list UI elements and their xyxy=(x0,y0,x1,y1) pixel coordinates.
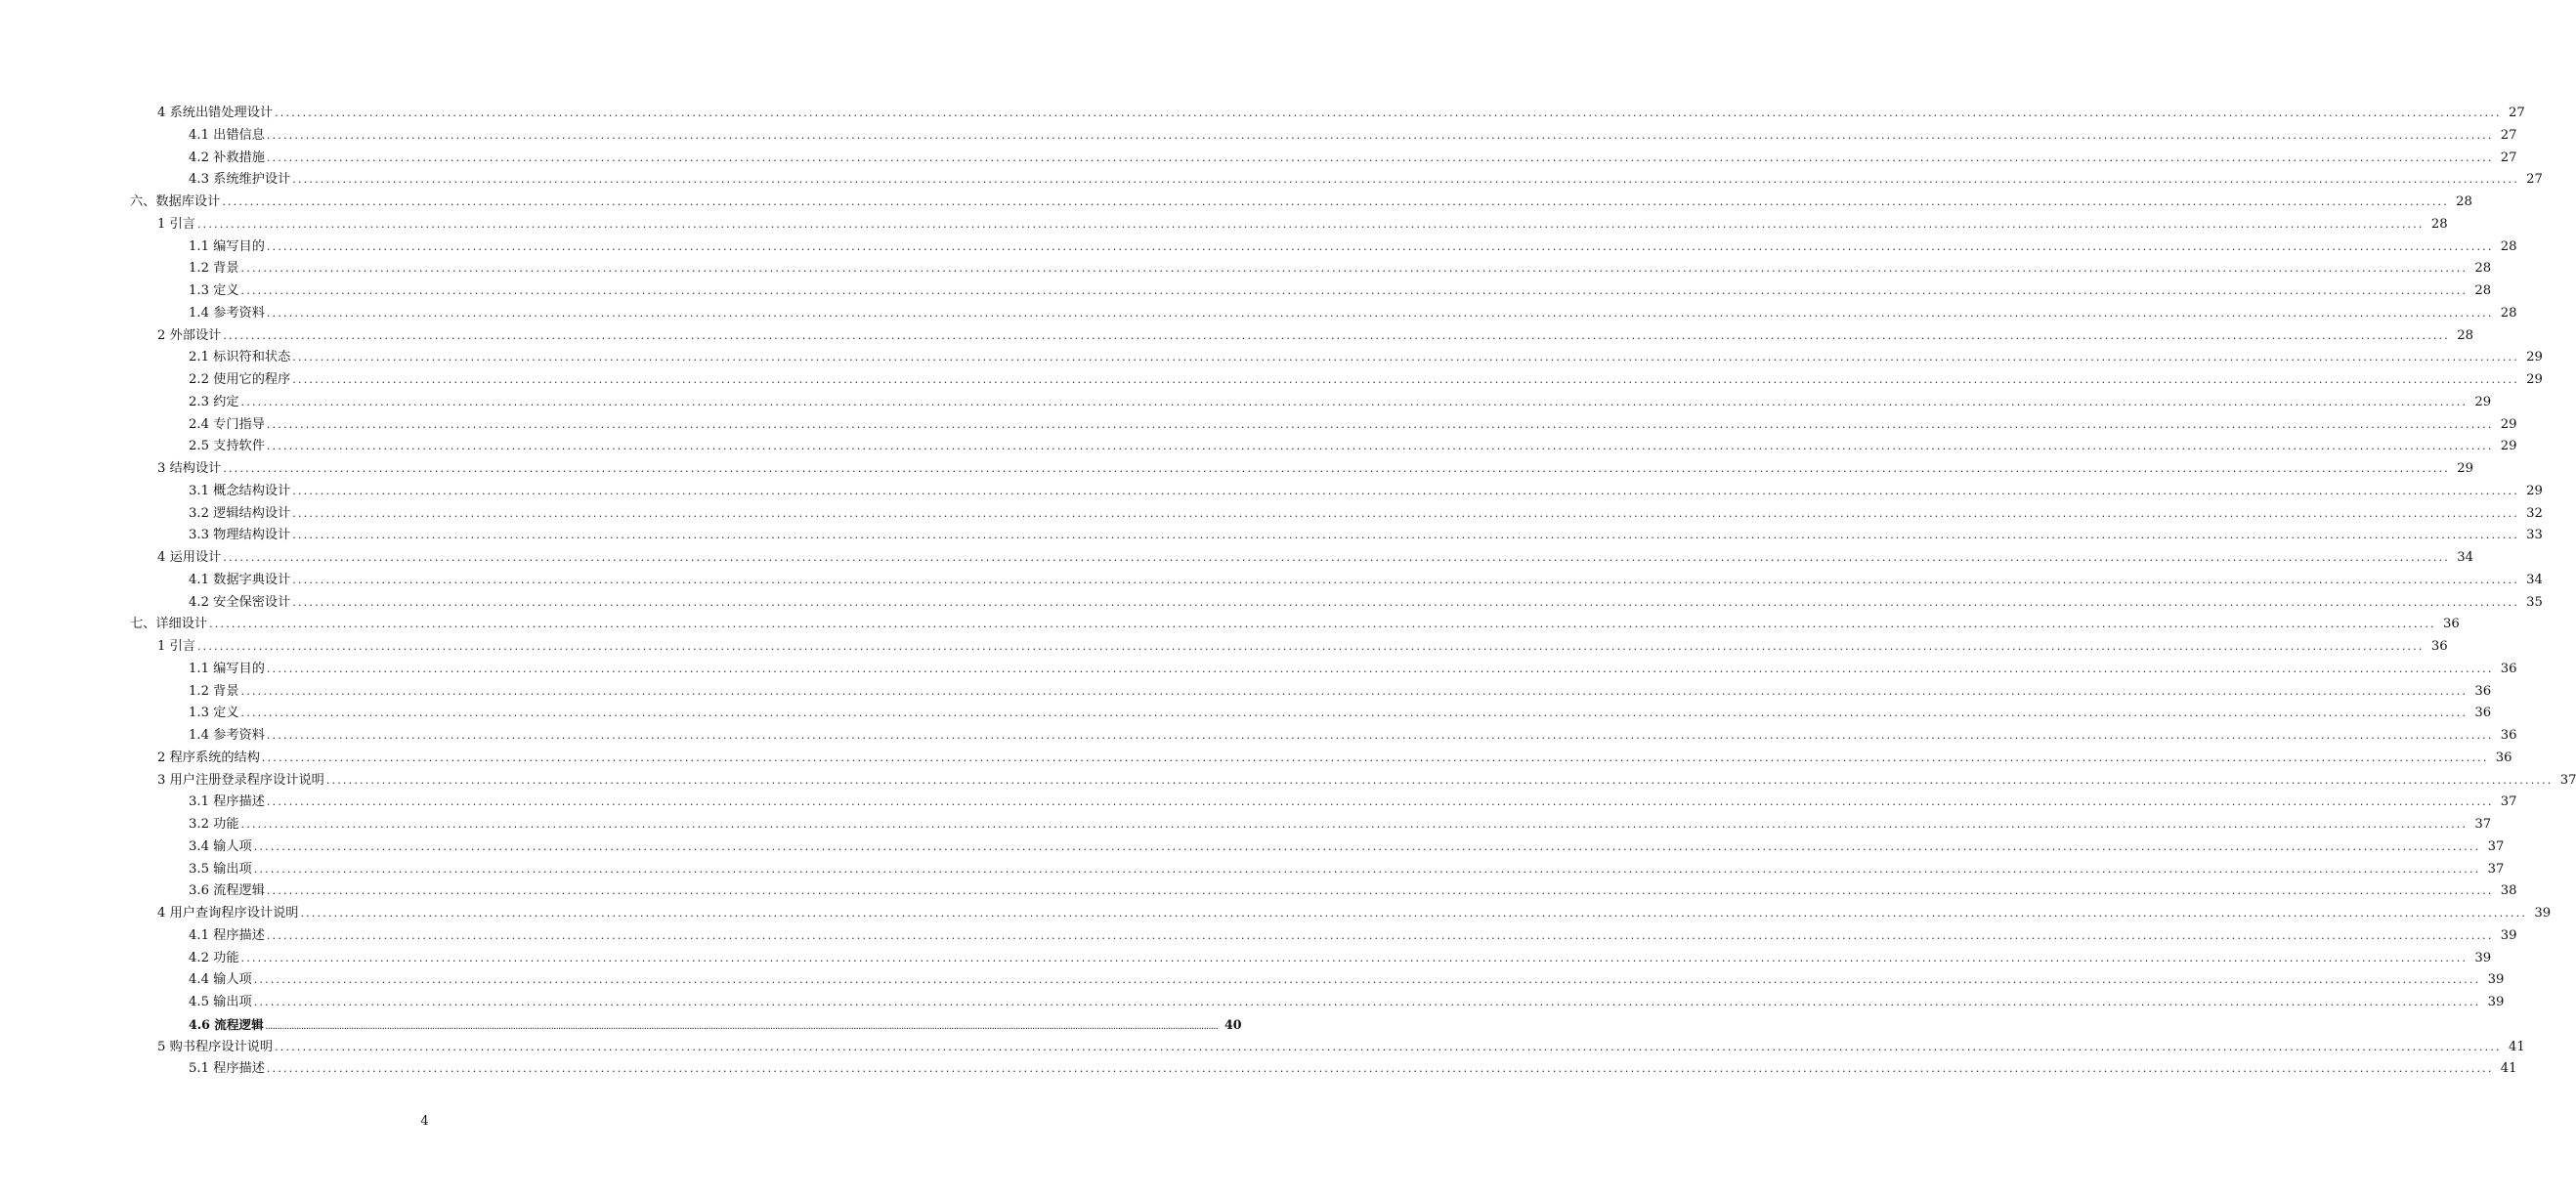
toc-dot-leader: ................................................................................................................................................................................................................................................................................................................................................................................................................ xyxy=(266,150,2494,164)
toc-entry-page-number: 37 xyxy=(2559,772,2576,788)
toc-entry-title: 4 用户查询程序设计说明 xyxy=(157,906,299,921)
toc-entry-page-number: 37 xyxy=(2487,838,2505,854)
toc-dot-leader: ................................................................................................................................................................................................................................................................................................................................................................................................................ xyxy=(266,884,2494,898)
toc-dot-leader: ................................................................................................................................................................................................................................................................................................................................................................................................................ xyxy=(292,506,2519,520)
toc-dot-leader: ................................................................................................................................................................................................................................................................................................................................................................................................................ xyxy=(292,373,2519,386)
toc-entry-page-number: 28 xyxy=(2500,305,2517,321)
toc-entry-title: 3 用户注册登录程序设计说明 xyxy=(157,772,324,788)
toc-entry[interactable] xyxy=(189,237,2517,257)
toc-entry-title: 2.3 约定 xyxy=(189,394,239,409)
toc-dot-leader: ................................................................................................................................................................................................................................................................................................................................................................................................................ xyxy=(240,262,2469,276)
toc-entry-title: 4.1 数据字典设计 xyxy=(189,572,291,587)
toc-dot-leader: ................................................................................................................................................................................................................................................................................................................................................................................................................ xyxy=(240,951,2469,964)
toc-entry-page-number: 29 xyxy=(2526,372,2543,387)
toc-entry[interactable] xyxy=(189,526,2543,545)
toc-entry-page-number: 29 xyxy=(2500,416,2517,432)
toc-entry-page-number: 39 xyxy=(2534,906,2552,921)
toc-entry-page-number: 41 xyxy=(2500,1061,2517,1077)
toc-dot-leader: ................................................................................................................................................................................................................................................................................................................................................................................................................ xyxy=(266,306,2494,320)
toc-entry-title: 1.3 定义 xyxy=(189,706,239,721)
toc-dot-leader: ................................................................................................................................................................................................................................................................................................................................................................................................................ xyxy=(240,395,2469,408)
toc-entry[interactable] xyxy=(157,749,2512,768)
toc-entry-page-number: 33 xyxy=(2526,528,2543,543)
toc-entry-title: 六、数据库设计 xyxy=(130,194,221,209)
toc-dot-leader: ................................................................................................................................................................................................................................................................................................................................................................................................................ xyxy=(266,239,2494,253)
toc-dot-leader: ................................................................................................................................................................................................................................................................................................................................................................................................................ xyxy=(266,417,2494,431)
toc-entry-page-number: 28 xyxy=(2456,194,2472,209)
toc-entry-title: 4.1 出错信息 xyxy=(189,127,265,143)
toc-entry[interactable] xyxy=(189,1059,2517,1079)
toc-entry[interactable] xyxy=(189,393,2492,412)
toc-entry-title: 2.2 使用它的程序 xyxy=(189,372,291,387)
toc-entry[interactable] xyxy=(157,771,2576,791)
toc-dot-leader: ................................................................................................................................................................................................................................................................................................................................................................................................................ xyxy=(292,173,2519,187)
toc-dot-leader: ................................................................................................................................................................................................................................................................................................................................................................................................................ xyxy=(223,551,2450,564)
toc-entry-title: 1.1 编写目的 xyxy=(189,661,265,676)
toc-entry[interactable] xyxy=(189,682,2492,702)
toc-entry-page-number: 34 xyxy=(2526,572,2543,587)
toc-entry[interactable] xyxy=(189,482,2543,501)
toc-entry-title: 3.1 概念结构设计 xyxy=(189,483,291,498)
toc-entry-page-number: 36 xyxy=(2500,661,2517,676)
toc-entry[interactable] xyxy=(157,637,2448,657)
toc-entry-title: 4 系统出错处理设计 xyxy=(157,106,274,120)
toc-entry-title: 1.4 参考资料 xyxy=(189,305,265,321)
toc-entry-page-number: 36 xyxy=(2495,750,2512,765)
toc-dot-leader: ................................................................................................................................................................................................................................................................................................................................................................................................................ xyxy=(209,618,2436,631)
toc-entry[interactable] xyxy=(130,193,2472,212)
toc-entry-title: 1.2 背景 xyxy=(189,683,239,699)
toc-entry-page-number: 36 xyxy=(2430,639,2448,654)
toc-dot-leader: ................................................................................................................................................................................................................................................................................................................................................................................................................ xyxy=(253,862,2481,876)
toc-entry-title: 3.3 物理结构设计 xyxy=(189,528,291,543)
toc-entry-title: 4.2 功能 xyxy=(189,950,239,965)
toc-dot-leader: ................................................................................................................................................................................................................................................................................................................................................................................................................ xyxy=(292,351,2519,364)
toc-dot-leader: ................................................................................................................................................................................................................................................................................................................................................................................................................ xyxy=(240,707,2469,720)
toc-entry[interactable] xyxy=(157,326,2473,346)
toc-entry[interactable] xyxy=(189,415,2517,435)
toc-entry-page-number: 28 xyxy=(2474,261,2492,277)
toc-entry-page-number: 36 xyxy=(2474,683,2492,699)
toc-entry-page-number: 29 xyxy=(2500,439,2517,454)
toc-dot-leader: ................................................................................................................................................................................................................................................................................................................................................................................................................ xyxy=(266,128,2494,142)
toc-entry-page-number: 39 xyxy=(2500,927,2517,943)
toc-entry[interactable] xyxy=(157,548,2473,568)
toc-entry[interactable] xyxy=(157,104,2525,123)
toc-entry[interactable] xyxy=(189,837,2505,857)
toc-entry-title: 1 引言 xyxy=(157,216,195,232)
toc-dot-leader: ................................................................................................................................................................................................................................................................................................................................................................................................................ xyxy=(265,1021,1219,1031)
toc-entry[interactable] xyxy=(157,215,2448,235)
toc-entry-title: 2 外部设计 xyxy=(157,327,222,343)
toc-entry[interactable] xyxy=(189,949,2492,968)
toc-dot-leader: ................................................................................................................................................................................................................................................................................................................................................................................................................ xyxy=(292,573,2519,586)
toc-entry[interactable] xyxy=(189,370,2543,390)
toc-entry-title: 3.5 输出项 xyxy=(189,861,252,877)
toc-entry-title: 3.1 程序描述 xyxy=(189,794,265,810)
toc-entry-page-number: 36 xyxy=(2474,706,2492,721)
toc-entry-title: 4.5 输出项 xyxy=(189,995,252,1009)
toc-dot-leader: ................................................................................................................................................................................................................................................................................................................................................................................................................ xyxy=(292,595,2519,609)
toc-entry-title: 4.4 输人项 xyxy=(189,972,252,988)
toc-entry[interactable] xyxy=(189,593,2543,613)
toc-dot-leader: ................................................................................................................................................................................................................................................................................................................................................................................................................ xyxy=(266,795,2494,809)
toc-dot-leader: ................................................................................................................................................................................................................................................................................................................................................................................................................ xyxy=(240,684,2469,698)
toc-entry-page-number: 29 xyxy=(2457,461,2473,476)
toc-entry-title: 1 引言 xyxy=(157,639,195,654)
toc-entry-page-number: 29 xyxy=(2526,483,2543,498)
toc-entry-title: 5.1 程序描述 xyxy=(189,1061,265,1077)
toc-entry-title: 5 购书程序设计说明 xyxy=(157,1039,274,1054)
toc-entry-page-number: 36 xyxy=(2500,728,2517,743)
toc-entry[interactable] xyxy=(189,993,2505,1012)
toc-entry-title: 1.4 参考资料 xyxy=(189,728,265,743)
toc-entry-page-number: 29 xyxy=(2526,350,2543,365)
toc-entry-title: 2 程序系统的结构 xyxy=(157,750,260,765)
toc-dot-leader: ................................................................................................................................................................................................................................................................................................................................................................................................................ xyxy=(266,662,2494,675)
toc-entry[interactable] xyxy=(189,126,2517,146)
toc-entry-title: 3 结构设计 xyxy=(157,461,222,476)
toc-dot-leader: ................................................................................................................................................................................................................................................................................................................................................................................................................ xyxy=(292,484,2519,497)
toc-entry-title: 3.6 流程逻辑 xyxy=(189,883,265,899)
toc-dot-leader: ................................................................................................................................................................................................................................................................................................................................................................................................................ xyxy=(266,440,2494,453)
toc-entry[interactable] xyxy=(189,815,2492,835)
toc-entry-page-number: 28 xyxy=(2430,216,2448,232)
toc-entry-title: 3.2 功能 xyxy=(189,817,239,832)
toc-entry-title: 4.2 补救措施 xyxy=(189,150,265,165)
toc-dot-leader: ................................................................................................................................................................................................................................................................................................................................................................................................................ xyxy=(253,973,2481,987)
toc-entry-page-number: 37 xyxy=(2500,794,2517,810)
toc-entry-page-number: 39 xyxy=(2487,995,2505,1009)
toc-entry[interactable] xyxy=(189,259,2492,279)
toc-entry[interactable] xyxy=(189,970,2505,990)
toc-entry[interactable] xyxy=(189,726,2517,746)
toc-entry-page-number: 27 xyxy=(2500,150,2517,165)
toc-entry-page-number: 39 xyxy=(2487,972,2505,988)
toc-entry-title: 4.1 程序描述 xyxy=(189,927,265,943)
toc-dot-leader: ................................................................................................................................................................................................................................................................................................................................................................................................................ xyxy=(275,107,2502,119)
toc-entry[interactable] xyxy=(157,1038,2525,1057)
toc-dot-leader: ................................................................................................................................................................................................................................................................................................................................................................................................................ xyxy=(266,1062,2494,1076)
toc-entry[interactable] xyxy=(189,149,2517,168)
toc-entry-title: 1.2 背景 xyxy=(189,261,239,277)
toc-entry[interactable] xyxy=(189,793,2517,812)
toc-entry[interactable] xyxy=(189,926,2517,946)
toc-entry[interactable] xyxy=(130,615,2460,634)
toc-dot-leader: ................................................................................................................................................................................................................................................................................................................................................................................................................ xyxy=(223,462,2450,475)
toc-entry-page-number: 37 xyxy=(2474,817,2492,832)
toc-entry[interactable] xyxy=(189,660,2517,679)
toc-dot-leader: ................................................................................................................................................................................................................................................................................................................................................................................................................ xyxy=(240,818,2469,831)
toc-entry-page-number: 34 xyxy=(2457,550,2473,565)
toc-entry[interactable] xyxy=(189,881,2517,901)
toc-entry-title: 4 运用设计 xyxy=(157,550,222,565)
toc-entry-page-number: 29 xyxy=(2474,394,2492,409)
toc-entry-title: 3.2 逻辑结构设计 xyxy=(189,505,291,521)
toc-dot-leader: ................................................................................................................................................................................................................................................................................................................................................................................................................ xyxy=(223,328,2450,342)
toc-dot-leader: ................................................................................................................................................................................................................................................................................................................................................................................................................ xyxy=(275,1040,2502,1053)
toc-entry[interactable] xyxy=(189,504,2543,524)
toc-entry-title: 4.3 系统维护设计 xyxy=(189,172,291,188)
toc-dot-leader: ................................................................................................................................................................................................................................................................................................................................................................................................................ xyxy=(253,996,2481,1008)
toc-entry-title: 3.4 输人项 xyxy=(189,838,252,854)
toc-dot-leader: ................................................................................................................................................................................................................................................................................................................................................................................................................ xyxy=(292,529,2519,542)
toc-entry-page-number: 38 xyxy=(2500,883,2517,899)
toc-entry-title: 4.6 流程逻辑 xyxy=(189,1016,264,1032)
toc-dot-leader: ................................................................................................................................................................................................................................................................................................................................................................................................................ xyxy=(253,839,2481,853)
toc-entry-page-number: 27 xyxy=(2508,106,2525,120)
toc-entry[interactable] xyxy=(189,348,2543,367)
toc-entry-title: 2.4 专门指导 xyxy=(189,416,265,432)
toc-dot-leader: ................................................................................................................................................................................................................................................................................................................................................................................................................ xyxy=(261,750,2489,764)
toc-entry[interactable] xyxy=(189,860,2505,879)
toc-entry-title: 2.5 支持软件 xyxy=(189,439,265,454)
toc-entry-page-number: 28 xyxy=(2474,283,2492,298)
toc-entry-title: 1.1 编写目的 xyxy=(189,238,265,254)
page-number: 4 xyxy=(420,1114,429,1129)
toc-entry[interactable] xyxy=(189,281,2492,301)
toc-dot-leader: ................................................................................................................................................................................................................................................................................................................................................................................................................ xyxy=(196,640,2425,653)
toc-dot-leader: ................................................................................................................................................................................................................................................................................................................................................................................................................ xyxy=(240,284,2469,297)
toc-dot-leader: ................................................................................................................................................................................................................................................................................................................................................................................................................ xyxy=(266,928,2494,942)
toc-entry-page-number: 27 xyxy=(2500,127,2517,143)
toc-entry-title: 七、详细设计 xyxy=(130,617,208,632)
toc-dot-leader: ................................................................................................................................................................................................................................................................................................................................................................................................................ xyxy=(300,907,2528,920)
toc-entry[interactable] xyxy=(189,170,2543,190)
toc-entry-page-number: 40 xyxy=(1224,1016,1242,1032)
toc-entry-page-number: 28 xyxy=(2457,327,2473,343)
toc-entry[interactable] xyxy=(189,704,2492,723)
toc-dot-leader: ................................................................................................................................................................................................................................................................................................................................................................................................................ xyxy=(325,773,2554,787)
toc-entry-page-number: 28 xyxy=(2500,238,2517,254)
toc-entry-page-number: 39 xyxy=(2474,950,2492,965)
toc-entry-page-number: 37 xyxy=(2487,861,2505,877)
toc-entry[interactable] xyxy=(157,904,2552,923)
toc-entry-page-number: 41 xyxy=(2508,1039,2525,1054)
toc-entry-title: 2.1 标识符和状态 xyxy=(189,350,291,365)
toc-entry[interactable] xyxy=(157,459,2473,479)
toc-entry-page-number: 27 xyxy=(2526,172,2543,188)
toc-entry-page-number: 36 xyxy=(2442,617,2460,632)
toc-dot-leader: ................................................................................................................................................................................................................................................................................................................................................................................................................ xyxy=(196,217,2425,231)
toc-dot-leader: ................................................................................................................................................................................................................................................................................................................................................................................................................ xyxy=(266,729,2494,742)
toc-entry[interactable] xyxy=(189,1015,1242,1035)
toc-entry[interactable] xyxy=(189,437,2517,456)
toc-entry-title: 1.3 定义 xyxy=(189,283,239,298)
toc-dot-leader: ................................................................................................................................................................................................................................................................................................................................................................................................................ xyxy=(222,195,2449,208)
toc-entry-page-number: 32 xyxy=(2526,505,2543,521)
toc-entry[interactable] xyxy=(189,571,2543,590)
toc-entry[interactable] xyxy=(189,304,2517,323)
toc-entry-title: 4.2 安全保密设计 xyxy=(189,594,291,610)
toc-entry-page-number: 35 xyxy=(2526,594,2543,610)
